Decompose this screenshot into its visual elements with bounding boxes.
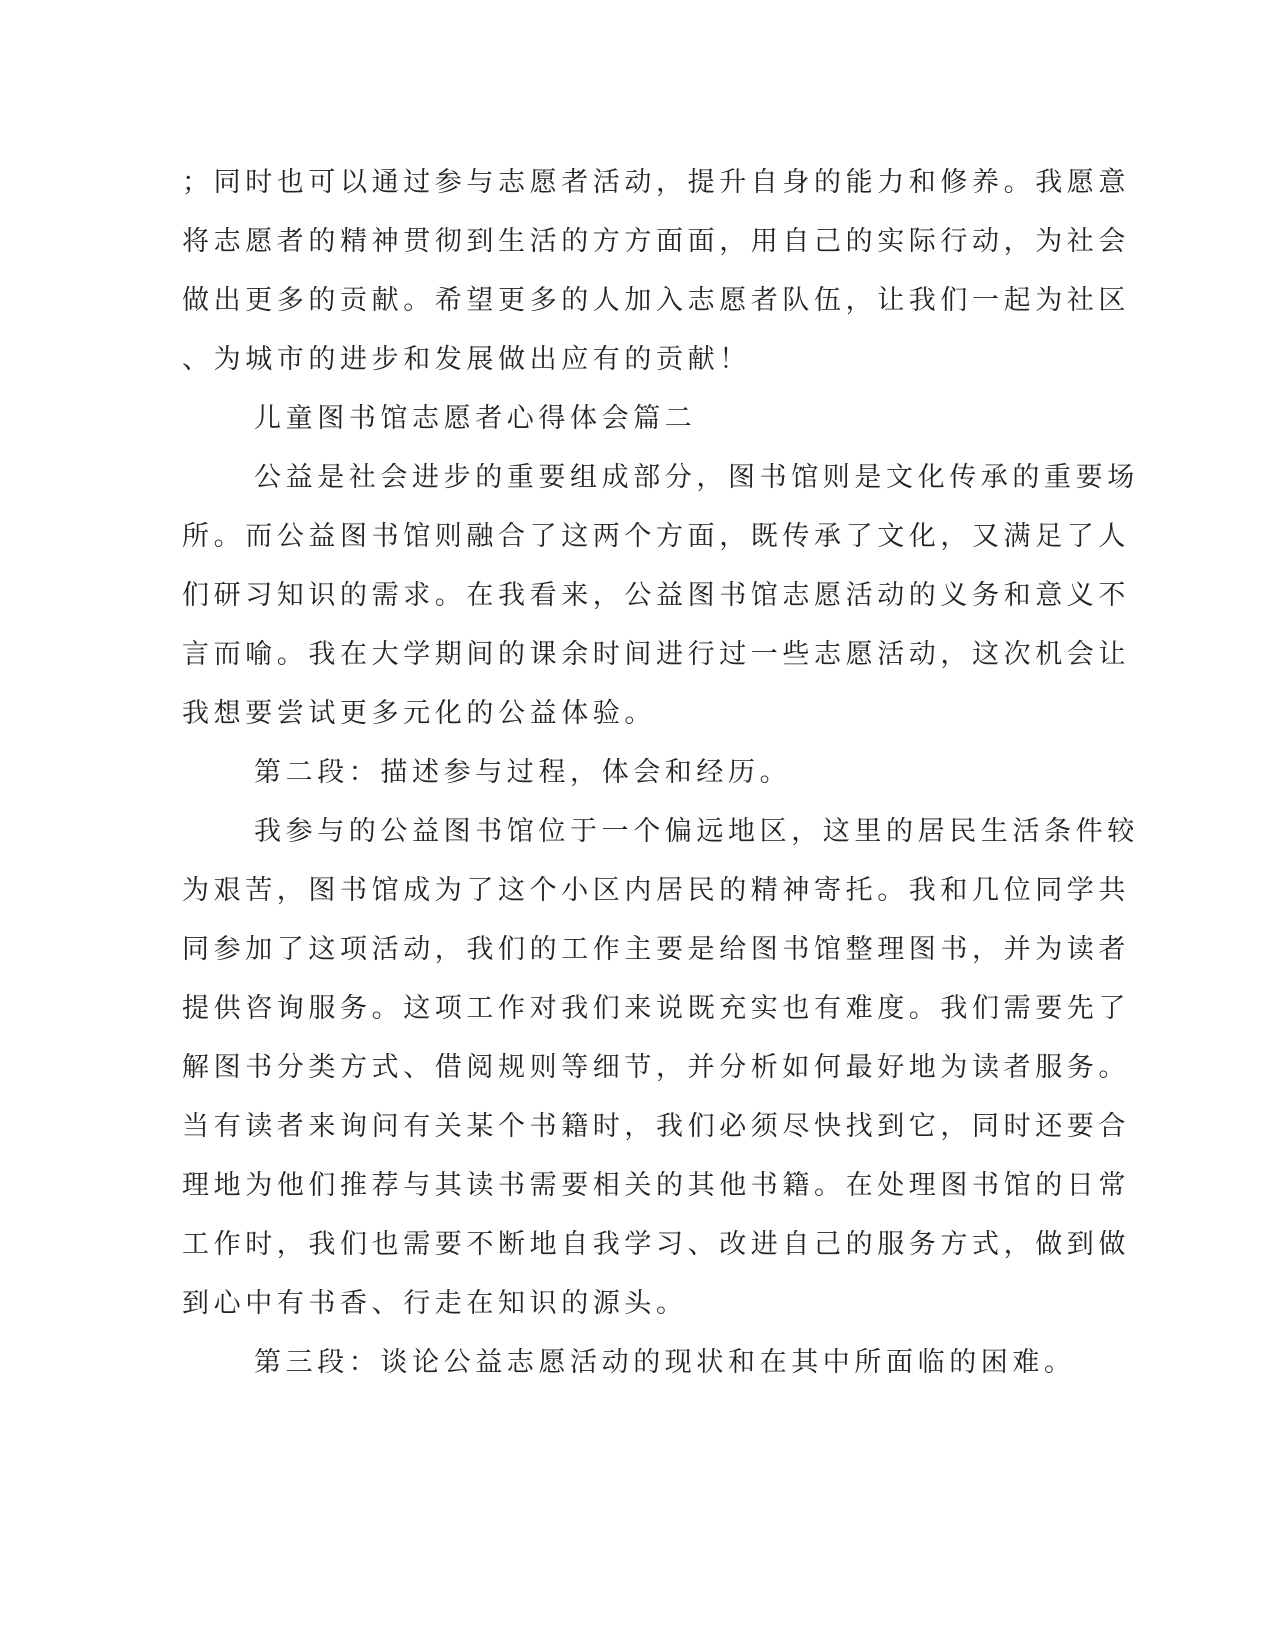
- text-line: 我想要尝试更多元化的公益体验。: [182, 698, 656, 729]
- paragraph-first-line: 公益是社会进步的重要组成部分，图书馆则是文化传承的重要场: [254, 462, 1139, 493]
- section-heading: 儿童图书馆志愿者心得体会篇二: [254, 403, 697, 434]
- text-line: 、为城市的进步和发展做出应有的贡献！: [182, 344, 751, 375]
- text-line: 做出更多的贡献。希望更多的人加入志愿者队伍，让我们一起为社区: [182, 285, 1130, 316]
- text-line: ；同时也可以通过参与志愿者活动，提升自身的能力和修养。我愿意: [182, 167, 1130, 198]
- paragraph-first-line: 我参与的公益图书馆位于一个偏远地区，这里的居民生活条件较: [254, 816, 1139, 847]
- text-line: 将志愿者的精神贯彻到生活的方方面面，用自己的实际行动，为社会: [182, 226, 1130, 257]
- text-line: 到心中有书香、行走在知识的源头。: [182, 1288, 688, 1319]
- section-heading: 第三段：谈论公益志愿活动的现状和在其中所面临的困难。: [254, 1347, 1076, 1378]
- text-line: 所。而公益图书馆则融合了这两个方面，既传承了文化，又满足了人: [182, 521, 1130, 552]
- section-heading: 第二段：描述参与过程，体会和经历。: [254, 757, 792, 788]
- text-line: 言而喻。我在大学期间的课余时间进行过一些志愿活动，这次机会让: [182, 639, 1130, 670]
- text-line: 们研习知识的需求。在我看来，公益图书馆志愿活动的义务和意义不: [182, 580, 1130, 611]
- text-line: 工作时，我们也需要不断地自我学习、改进自己的服务方式，做到做: [182, 1229, 1130, 1260]
- text-line: 同参加了这项活动，我们的工作主要是给图书馆整理图书，并为读者: [182, 934, 1130, 965]
- document-body: [182, 160, 1139, 1399]
- text-line: 提供咨询服务。这项工作对我们来说既充实也有难度。我们需要先了: [182, 993, 1130, 1024]
- text-line: 当有读者来询问有关某个书籍时，我们必须尽快找到它，同时还要合: [182, 1111, 1130, 1142]
- text-line: 为艰苦，图书馆成为了这个小区内居民的精神寄托。我和几位同学共: [182, 875, 1130, 906]
- text-line: 理地为他们推荐与其读书需要相关的其他书籍。在处理图书馆的日常: [182, 1170, 1130, 1201]
- text-line: 解图书分类方式、借阅规则等细节，并分析如何最好地为读者服务。: [182, 1052, 1130, 1083]
